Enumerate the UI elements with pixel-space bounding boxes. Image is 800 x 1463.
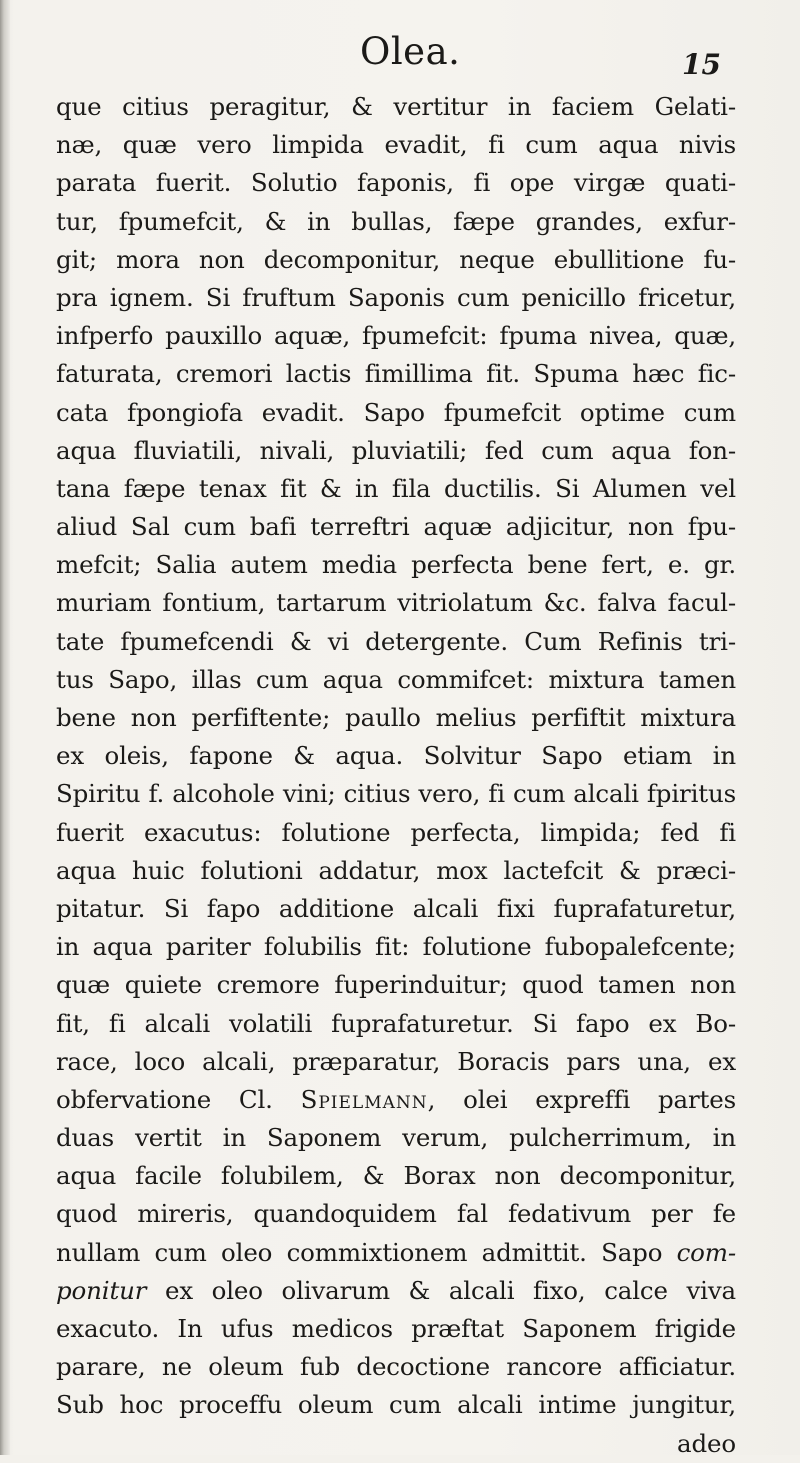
text-segment: pitatur. Si fapo additione alcali fixi fuprafaturetur, [56, 893, 736, 923]
text-segment: adeo [677, 1428, 736, 1458]
text-segment: aqua facile folubilem, & Borax non decomponitur, [56, 1161, 736, 1191]
text-segment: mefcit; Salia autem media perfecta bene fert, e. gr. [56, 550, 736, 580]
body-text [56, 88, 736, 1463]
text-segment: faturata, cremori lactis fimillima fit. Spuma hæc fic- [56, 359, 736, 389]
text-segment: duas vertit in Saponem verum, pulcherrimum, in [56, 1123, 736, 1153]
text-line [56, 1386, 736, 1424]
italic-term: com- [676, 1237, 736, 1267]
text-line [56, 88, 736, 126]
text-segment: muriam fontium, tartarum vitriolatum &c. falva facul- [56, 588, 736, 618]
text-line [56, 470, 736, 508]
text-line [56, 928, 736, 966]
text-segment: git; mora non decomponitur, neque ebullitione fu- [56, 244, 736, 274]
text-segment: quod mireris, quandoquidem fal fedativum per fe [56, 1199, 736, 1229]
page-header [0, 22, 800, 82]
text-segment: tur, fpumefcit, & in bullas, fæpe grandes, exfur- [56, 206, 736, 236]
text-line [56, 1043, 736, 1081]
text-line [56, 966, 736, 1004]
text-line [56, 1310, 736, 1348]
text-line [56, 164, 736, 202]
text-segment: Spiritu f. alcohole vini; citius vero, fi cum alcali fpiritus [56, 779, 736, 809]
text-segment: infperfo pauxillo aquæ, fpumefcit: fpuma nivea, quæ, [56, 321, 736, 351]
text-line [56, 546, 736, 584]
text-line [56, 508, 736, 546]
text-line [56, 203, 736, 241]
text-line [56, 394, 736, 432]
text-line [56, 623, 736, 661]
text-segment: cata fpongiofa evadit. Sapo fpumefcit optime cum [56, 397, 736, 427]
text-segment: fit, fi alcali volatili fuprafaturetur. Si fapo ex Bo- [56, 1008, 736, 1038]
text-segment: nullam cum oleo commixtionem admittit. Sapo [56, 1237, 677, 1267]
text-line [56, 1195, 736, 1233]
text-line [56, 1425, 736, 1463]
text-segment: exacuto. In ufus medicos præftat Saponem frigide [56, 1314, 736, 1343]
text-segment: parare, ne oleum fub decoctione rancore afficiatur. [56, 1352, 736, 1382]
text-line [56, 584, 736, 622]
text-segment: fuerit exacutus: folutione perfecta, limpida; fed fi [56, 817, 736, 847]
text-line [56, 852, 736, 890]
text-line [56, 1005, 736, 1043]
text-segment: , olei expreffi partes [427, 1084, 736, 1114]
text-line [56, 1081, 736, 1119]
text-segment: quæ quiete cremore fuperinduitur; quod tamen non [56, 970, 736, 1000]
text-line [56, 699, 736, 737]
text-segment: tate fpumefcendi & vi detergente. Cum Refinis tri- [56, 626, 736, 656]
page-gutter-shadow [0, 0, 10, 1455]
text-line [56, 432, 736, 470]
text-line [56, 355, 736, 393]
text-segment: tus Sapo, illas cum aqua commifcet: mixtura tamen [56, 664, 736, 694]
text-segment: ex oleo olivarum & alcali fixo, calce viva [146, 1275, 736, 1305]
text-segment: aliud Sal cum bafi terreftri aquæ adjicitur, non fpu- [56, 512, 736, 542]
text-line [56, 1119, 736, 1157]
text-line [56, 737, 736, 775]
text-line [56, 1157, 736, 1195]
text-line [56, 241, 736, 279]
text-segment: ex oleis, fapone & aqua. Solvitur Sapo etiam in [56, 741, 736, 771]
text-segment: næ, quæ vero limpida evadit, fi cum aqua nivis [56, 130, 736, 160]
text-line [56, 126, 736, 164]
text-segment: bene non perfiftente; paullo melius perfiftit mixtura [56, 703, 736, 732]
text-segment: Sub hoc proceffu oleum cum alcali intime jungitur, [56, 1390, 736, 1420]
author-name: Spielmann [300, 1084, 428, 1114]
text-line [56, 1234, 736, 1272]
running-title: Olea. [360, 30, 461, 73]
text-segment: aqua huic folutioni addatur, mox lactefcit & præci- [56, 855, 736, 885]
text-line [56, 1348, 736, 1386]
text-segment: obfervatione Cl. [56, 1084, 301, 1114]
text-line [56, 890, 736, 928]
text-line [56, 317, 736, 355]
text-line [56, 814, 736, 852]
italic-term: ponitur [56, 1275, 147, 1305]
text-segment: race, loco alcali, præparatur, Boracis pars una, ex [56, 1046, 736, 1076]
text-segment: que citius peragitur, & vertitur in faciem Gelati- [56, 92, 736, 121]
text-segment: pra ignem. Si fruftum Saponis cum penicillo fricetur, [56, 282, 736, 312]
page-number: 15 [682, 48, 721, 81]
text-line [56, 279, 736, 317]
text-line [56, 661, 736, 699]
text-segment: aqua fluviatili, nivali, pluviatili; fed cum aqua fon- [56, 435, 736, 465]
text-segment: parata fuerit. Solutio faponis, fi ope virgæ quati- [56, 168, 736, 198]
text-segment: in aqua pariter folubilis fit: folutione fubopalefcente; [56, 932, 736, 962]
text-segment: tana fæpe tenax fit & in fila ductilis. Si Alumen vel [56, 473, 736, 503]
text-line [56, 775, 736, 813]
text-line [56, 1272, 736, 1310]
